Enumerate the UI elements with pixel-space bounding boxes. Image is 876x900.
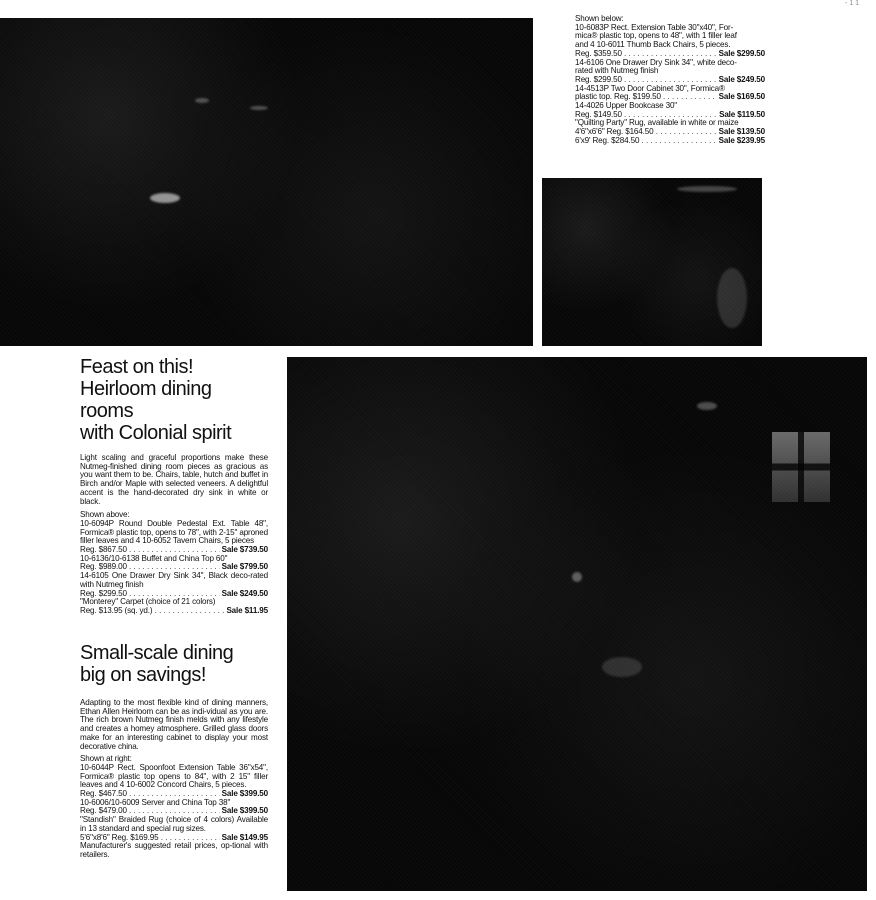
price-row: 4'6"x6'6" Reg. $164.50 . . . Sale $139.50 <box>575 128 765 137</box>
product-line: 10-6094P Round Double Pedestal Ext. Table 48", Formica® plastic top, opens to 78", with 2-15" aproned filler leaves and 4 10-6052 Tavern Chairs, 5 pieces <box>80 518 268 546</box>
section-heading: Feast on this! Heirloom dining rooms with Colonial spirit <box>80 356 232 444</box>
caption-line: "Quilting Party" Rug, available in white or maize <box>575 118 739 128</box>
product-line: 10-6044P Rect. Spoonfoot Extension Table 36"x54", Formica® plastic top opens to 84", with 2 15" filler leaves and 4 10-6002 Concord Chairs, 5 pieces. <box>80 762 268 790</box>
caption-line: 10-6083P Rect. Extension Table 30"x40", For- <box>575 22 734 32</box>
top-caption <box>575 15 765 146</box>
section-small-scale <box>80 642 268 860</box>
price-row: plastic top. Reg. $199.50 . . . Sale $169.50 <box>575 93 765 102</box>
shown-intro: Shown at right: <box>80 754 132 764</box>
caption-line: 14-6106 One Drawer Dry Sink 34", white deco- <box>575 57 737 67</box>
price-row: Reg. $989.00 . . . Sale $799.50 <box>80 563 268 572</box>
shown-intro: Shown above: <box>80 510 130 520</box>
section-heading: Small-scale dining big on savings! <box>80 642 234 686</box>
product-line: "Monterey" Carpet (choice of 21 colors) <box>80 597 216 607</box>
caption-line: rated with Nutmeg finish <box>575 66 659 76</box>
price-row: Reg. $359.50 . . . Sale $299.50 <box>575 50 765 59</box>
price-row: Reg. $867.50 . . . Sale $739.50 <box>80 546 268 555</box>
photo-dining-room-round-table <box>0 18 533 346</box>
corner-mark: - 1 1 <box>845 0 860 7</box>
photo-dining-room-cabinets <box>542 178 762 346</box>
price-row: Reg. $299.50 . . . Sale $249.50 <box>575 76 765 85</box>
footer-note: Manufacturer's suggested retail prices, op-tional with retailers. <box>80 841 268 859</box>
price-row: Reg. $467.50 . . . Sale $399.50 <box>80 790 268 799</box>
section-body: Light scaling and graceful proportions make these Nutmeg-finished dining room pieces as gracious as you want them to be. Chairs, table, hutch and buffet in Birch and/or Maple with selected veneers. A delightful accent is the hand-decorated dry sink in white or black. <box>80 453 268 506</box>
price-row: 6'x9' Reg. $284.50 . . . Sale $239.95 <box>575 137 765 146</box>
caption-line: 14-4026 Upper Bookcase 30" <box>575 101 678 111</box>
price-row: Reg. $149.50 . . . Sale $119.50 <box>575 111 765 120</box>
caption-line: 14-4513P Two Door Cabinet 30", Formica® <box>575 83 725 93</box>
price-row: Reg. $299.50 . . . Sale $249.50 <box>80 590 268 599</box>
product-line: 10-6006/10-6009 Server and China Top 38" <box>80 797 231 807</box>
caption-line: and 4 10-6011 Thumb Back Chairs, 5 pieces. <box>575 40 731 50</box>
product-line: "Standish" Braided Rug (choice of 4 colors) Available in 13 standard and special rug sizes. <box>80 815 268 833</box>
price-row: Reg. $13.95 (sq. yd.) . . . Sale $11.95 <box>80 607 268 616</box>
photo-dining-room-spoonfoot-table <box>287 357 867 891</box>
product-line: 14-6105 One Drawer Dry Sink 34", Black deco-rated with Nutmeg finish <box>80 571 268 589</box>
section-feast <box>80 356 268 616</box>
price-row: 5'6"x8'6" Reg. $169.95 . . . Sale $149.95 <box>80 834 268 843</box>
product-line: 10-6136/10-6138 Buffet and China Top 60" <box>80 553 228 563</box>
caption-intro: Shown below: <box>575 14 624 23</box>
price-row: Reg. $479.00 . . . Sale $399.50 <box>80 807 268 816</box>
section-body: Adapting to the most flexible kind of dining manners, Ethan Allen Heirloom can be as indi-vidual as you are. The rich brown Nutmeg finish melds with any lifestyle and creates a homey atmosphere. Grilled glass doors make for an interesting cabinet to display your most decorative china. <box>80 698 268 751</box>
caption-line: mica® plastic top, opens to 48", with 1 filler leaf <box>575 31 737 41</box>
